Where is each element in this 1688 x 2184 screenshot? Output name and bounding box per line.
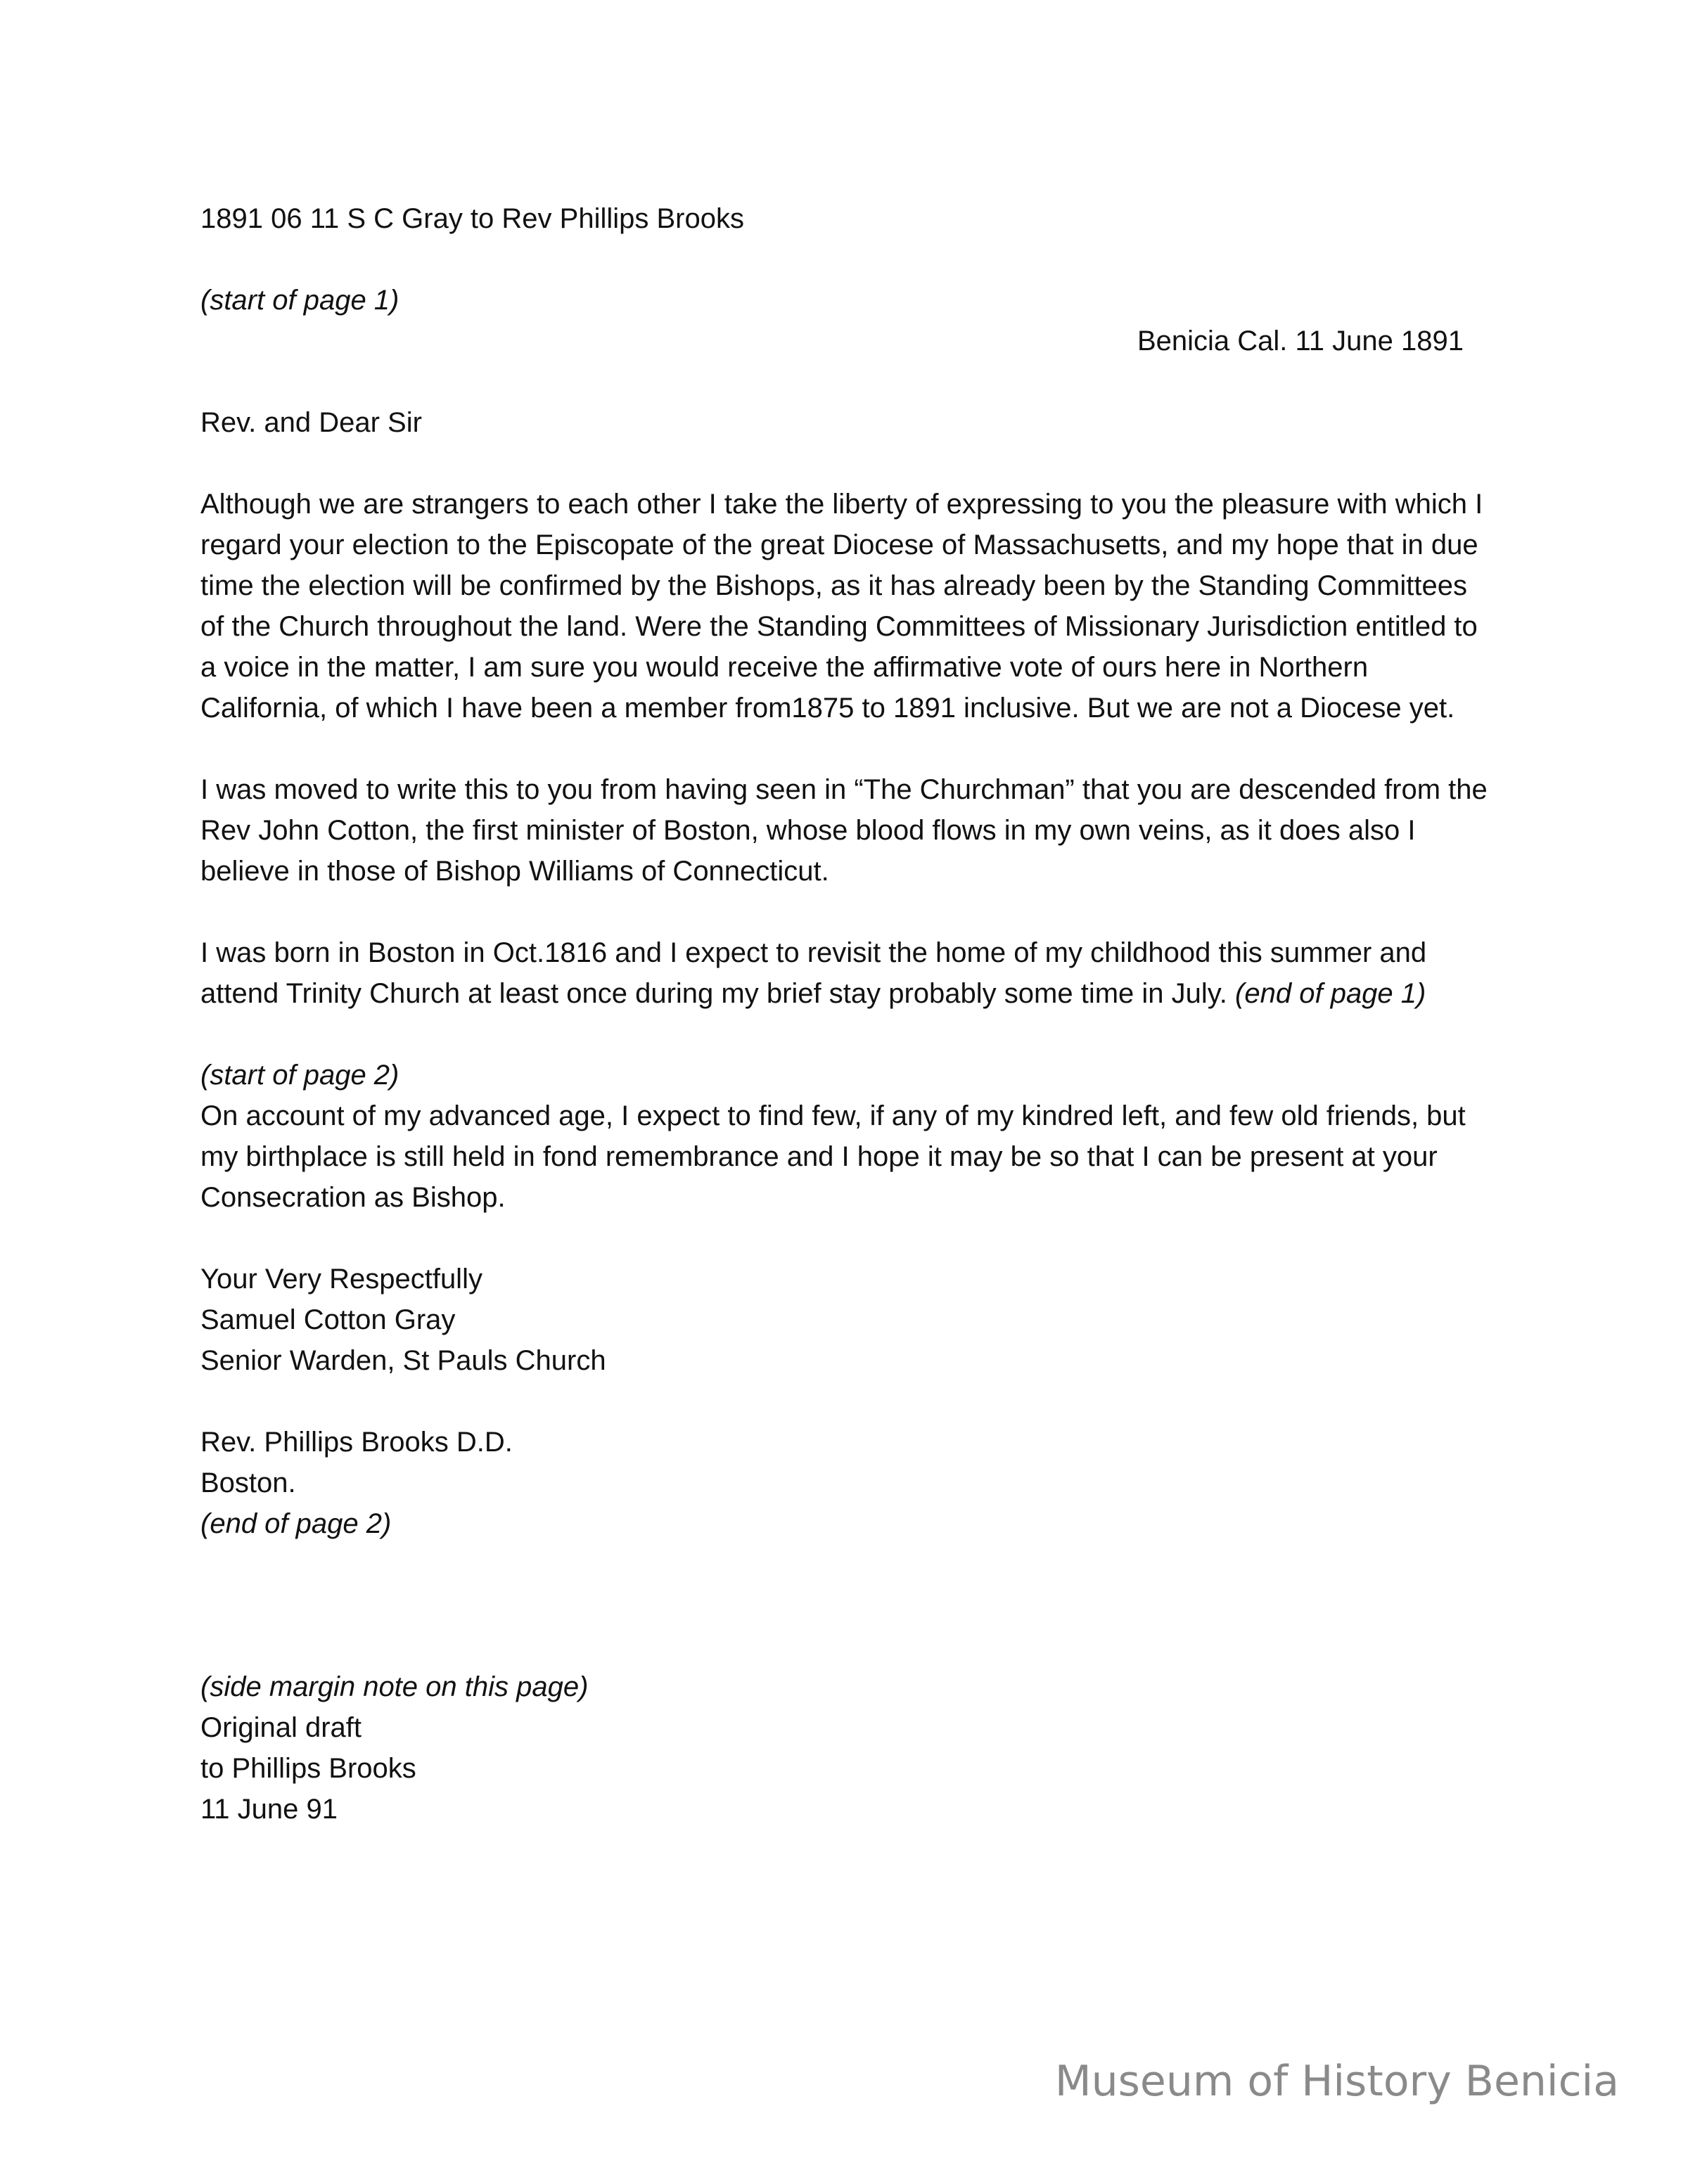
end-of-page-2-note: (end of page 2) (200, 1508, 392, 1539)
paragraph-1: Although we are strangers to each other I take the liberty of expressing to you the pleasure with which I regard your election to the Episcopate of the great Diocese of Massachusetts, and my hope that in due time the election will be confirmed by the Bishops, as it has already been by the Standing Committees of the Church throughout the land. Were the Standing Committees of Missionary Jurisdiction entitled to a voice in the matter, I am sure you would receive the affirmative vote of ours here in Northern California, of which I have been a member from1875 to 1891 inclusive. But we are not a Diocese yet. (200, 489, 1483, 724)
dateline: Benicia Cal. 11 June 1891 (1137, 326, 1464, 356)
document-heading: 1891 06 11 S C Gray to Rev Phillips Brooks (200, 203, 744, 234)
paragraph-2: I was moved to write this to you from having seen in “The Churchman” that you are descended from the Rev John Cotton, the first minister of Boston, whose blood flows in my own veins, as it does also I believe in those of Bishop Williams of Connecticut. (200, 774, 1488, 887)
margin-note-label: (side margin note on this page) (200, 1671, 589, 1702)
paragraph-3 (200, 932, 1495, 1014)
margin-note-line-3: 11 June 91 (200, 1794, 338, 1825)
paragraph-4: On account of my advanced age, I expect to find few, if any of my kindred left, and few old friends, but my birthplace is still held in fond remembrance and I hope it may be so that I can be present at your Consecration as Bishop. (200, 1100, 1466, 1213)
recipient-city: Boston. (200, 1467, 296, 1498)
margin-note-line-1: Original draft (200, 1712, 362, 1743)
margin-note-line-2: to Phillips Brooks (200, 1753, 416, 1784)
paragraph-3-text: I was born in Boston in Oct.1816 and I expect to revisit the home of my childhood this summer and attend Trinity Church at least once during my brief stay probably some time in July. (200, 937, 1427, 1009)
recipient-name: Rev. Phillips Brooks D.D. (200, 1427, 513, 1458)
letter-body (200, 198, 1495, 1830)
start-of-page-2-note: (start of page 2) (200, 1060, 399, 1091)
start-of-page-1-note: (start of page 1) (200, 285, 399, 316)
museum-watermark: Museum of History Benicia (1054, 2057, 1619, 2106)
salutation: Rev. and Dear Sir (200, 407, 422, 438)
signature-name: Samuel Cotton Gray (200, 1304, 456, 1335)
end-of-page-1-note: (end of page 1) (1235, 978, 1426, 1009)
closing: Your Very Respectfully (200, 1264, 482, 1295)
signature-title: Senior Warden, St Pauls Church (200, 1345, 606, 1376)
